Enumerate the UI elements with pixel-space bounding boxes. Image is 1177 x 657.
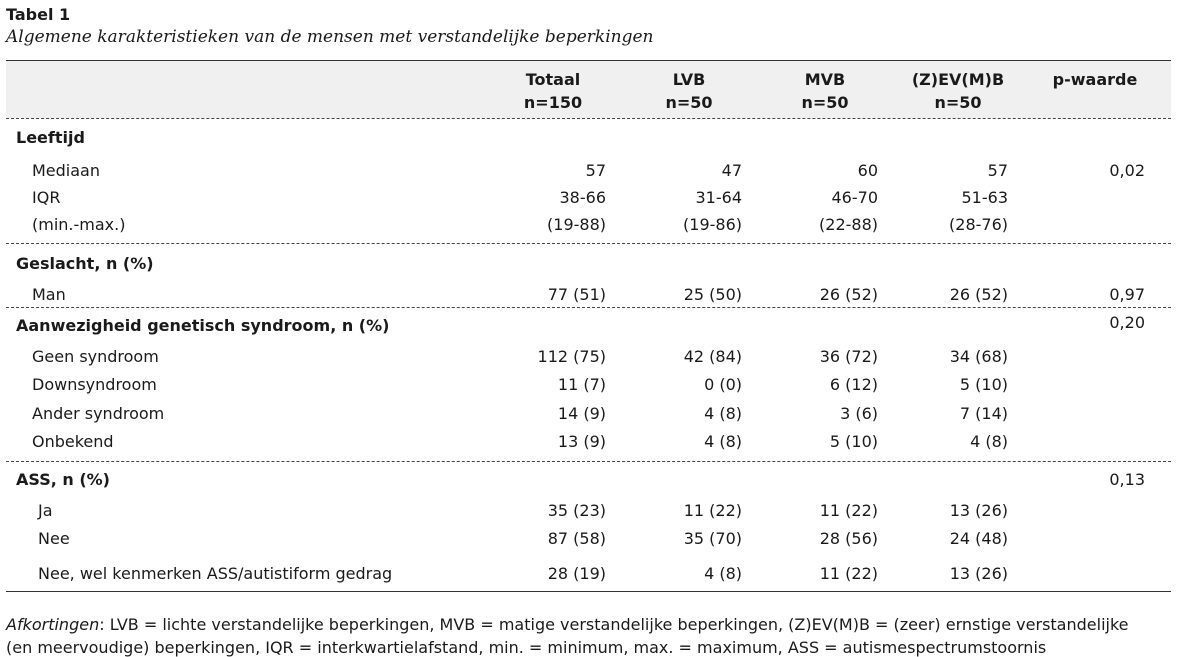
- header-col-label: p-waarde: [1052, 70, 1138, 89]
- row-label: (min.-max.): [32, 215, 126, 234]
- header-col-label: MVB: [804, 70, 846, 89]
- cell-totaal: 112 (75): [537, 347, 606, 366]
- header-col-zevmb: [898, 68, 1018, 114]
- cell-mvb: 60: [857, 161, 878, 180]
- cell-totaal: 38-66: [559, 188, 606, 207]
- row-label: Man: [32, 285, 66, 304]
- section-title-geslacht: Geslacht, n (%): [16, 254, 154, 273]
- cell-lvb: 31-64: [695, 188, 742, 207]
- cell-lvb: (19-86): [683, 215, 742, 234]
- table-caption: Algemene karakteristieken van de mensen met verstandelijke beperkingen: [6, 27, 654, 47]
- footnote-line-1: [6, 615, 1129, 634]
- bottom-rule: [6, 591, 1171, 592]
- header-col-label: Totaal: [525, 70, 581, 89]
- cell-mvb: 6 (12): [829, 375, 878, 394]
- cell-mvb: 28 (56): [819, 529, 878, 548]
- cell-zevmb: 24 (48): [949, 529, 1008, 548]
- header-col-n: n=50: [934, 93, 982, 112]
- cell-zevmb: 7 (14): [959, 404, 1008, 423]
- table-label: Tabel 1: [6, 5, 71, 24]
- cell-totaal: 57: [585, 161, 606, 180]
- cell-mvb: 3 (6): [840, 404, 878, 423]
- cell-lvb: 11 (22): [683, 501, 742, 520]
- cell-totaal: 13 (9): [557, 432, 606, 451]
- cell-lvb: 4 (8): [704, 564, 742, 583]
- cell-mvb: 11 (22): [819, 501, 878, 520]
- cell-mvb: (22-88): [819, 215, 878, 234]
- cell-zevmb: 26 (52): [949, 285, 1008, 304]
- section-divider: [6, 243, 1171, 244]
- row-label: Downsyndroom: [32, 375, 157, 394]
- cell-totaal: 35 (23): [547, 501, 606, 520]
- row-label: Onbekend: [32, 432, 114, 451]
- header-col-totaal: [503, 68, 603, 114]
- row-label: Nee, wel kenmerken ASS/autistiform gedrag: [38, 564, 393, 583]
- cell-totaal: 14 (9): [557, 404, 606, 423]
- section-title-syndroom: Aanwezigheid genetisch syndroom, n (%): [16, 316, 390, 335]
- cell-zevmb: (28-76): [949, 215, 1008, 234]
- footnote-line-1-text: : LVB = lichte verstandelijke beperkingen, MVB = matige verstandelijke beperkingen, (Z)EV(M)B = (zeer) ernstige verstandelijke: [99, 615, 1129, 634]
- row-label: Mediaan: [32, 161, 100, 180]
- row-label: Geen syndroom: [32, 347, 159, 366]
- cell-zevmb: 34 (68): [949, 347, 1008, 366]
- section-title-ass: ASS, n (%): [16, 470, 110, 489]
- section-divider: [6, 307, 1171, 308]
- cell-totaal: 11 (7): [557, 375, 606, 394]
- header-col-mvb: [775, 68, 875, 114]
- cell-p-waarde: 0,13: [1109, 470, 1145, 489]
- cell-mvb: 36 (72): [819, 347, 878, 366]
- cell-mvb: 11 (22): [819, 564, 878, 583]
- cell-lvb: 42 (84): [683, 347, 742, 366]
- cell-zevmb: 51-63: [961, 188, 1008, 207]
- cell-p-waarde: 0,02: [1109, 161, 1145, 180]
- cell-lvb: 4 (8): [704, 432, 742, 451]
- cell-mvb: 26 (52): [819, 285, 878, 304]
- cell-p-waarde: 0,20: [1109, 313, 1145, 332]
- header-col-p-waarde: [1035, 68, 1155, 91]
- cell-zevmb: 13 (26): [949, 564, 1008, 583]
- header-col-n: n=50: [665, 93, 713, 112]
- cell-mvb: 5 (10): [829, 432, 878, 451]
- footnote-lead: Afkortingen: [6, 615, 100, 634]
- row-label: Nee: [38, 529, 70, 548]
- cell-lvb: 47: [721, 161, 742, 180]
- footnote-line-2: (en meervoudige) beperkingen, IQR = interkwartielafstand, min. = minimum, max. = maximum, ASS = autismespectrumstoornis: [6, 638, 1047, 657]
- cell-lvb: 35 (70): [683, 529, 742, 548]
- header-divider: [6, 118, 1171, 119]
- cell-zevmb: 4 (8): [970, 432, 1008, 451]
- header-col-label: (Z)EV(M)B: [911, 70, 1005, 89]
- cell-totaal: 77 (51): [547, 285, 606, 304]
- section-divider: [6, 461, 1171, 462]
- top-rule: [6, 60, 1171, 61]
- cell-p-waarde: 0,97: [1109, 285, 1145, 304]
- cell-lvb: 25 (50): [683, 285, 742, 304]
- header-col-label: LVB: [672, 70, 706, 89]
- cell-lvb: 4 (8): [704, 404, 742, 423]
- header-col-n: n=50: [801, 93, 849, 112]
- row-label: Ander syndroom: [32, 404, 165, 423]
- row-label: Ja: [38, 501, 53, 520]
- cell-lvb: 0 (0): [704, 375, 742, 394]
- cell-totaal: (19-88): [547, 215, 606, 234]
- cell-zevmb: 57: [987, 161, 1008, 180]
- section-title-leeftijd: Leeftijd: [16, 128, 85, 147]
- cell-zevmb: 5 (10): [959, 375, 1008, 394]
- cell-totaal: 87 (58): [547, 529, 606, 548]
- row-label: IQR: [32, 188, 61, 207]
- cell-zevmb: 13 (26): [949, 501, 1008, 520]
- cell-totaal: 28 (19): [547, 564, 606, 583]
- cell-mvb: 46-70: [831, 188, 878, 207]
- header-col-n: n=150: [523, 93, 583, 112]
- header-col-lvb: [639, 68, 739, 114]
